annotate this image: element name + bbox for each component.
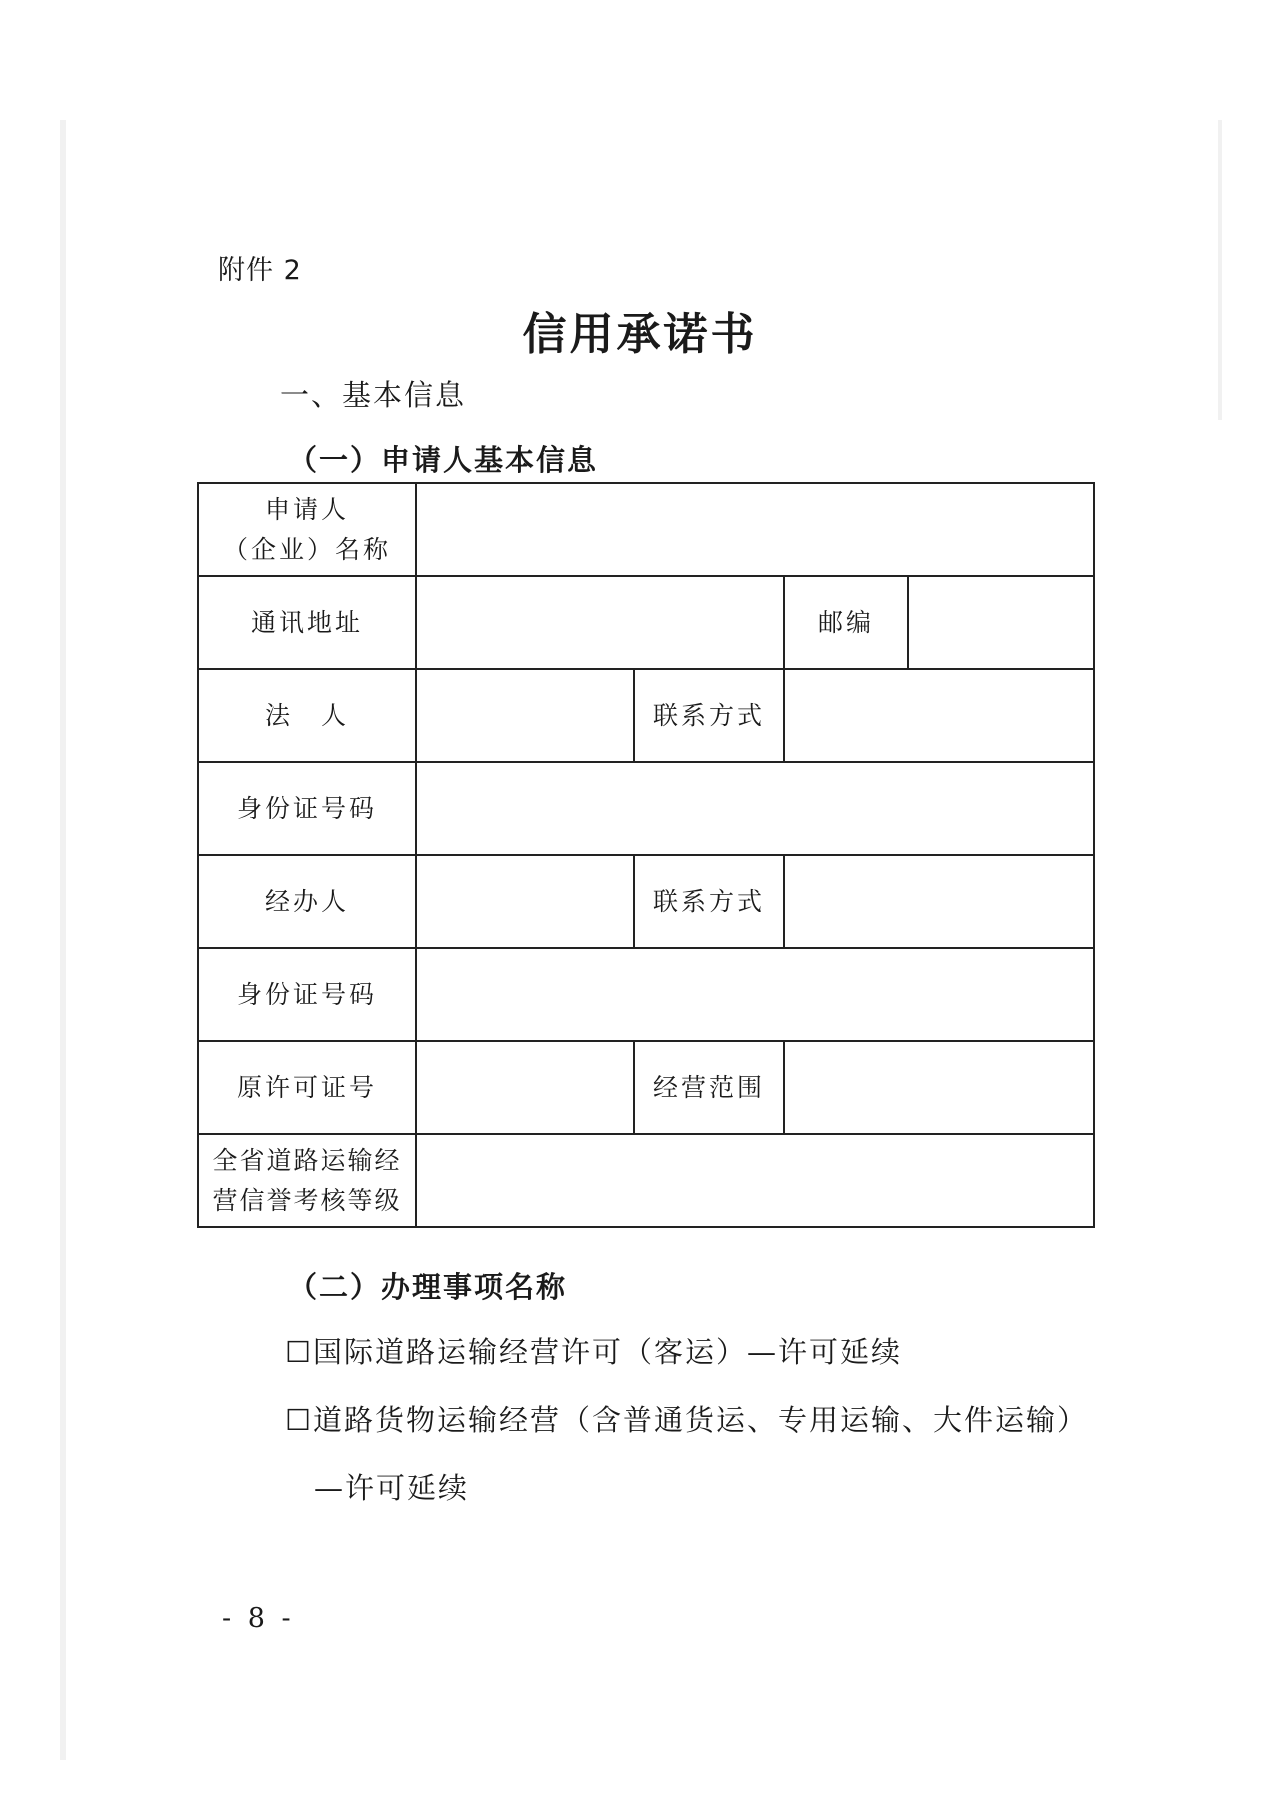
postcode-field[interactable] [908, 576, 1094, 669]
table-row [198, 1134, 1094, 1227]
id-number-field-legal[interactable] [416, 762, 1094, 855]
credit-rating-label [198, 1134, 416, 1227]
handler-field[interactable] [416, 855, 634, 948]
contact-label-handler: 联系方式 [634, 855, 784, 948]
original-license-label: 原许可证号 [198, 1041, 416, 1134]
applicant-name-label-line2: （企业）名称 [222, 534, 391, 564]
contact-field-legal[interactable] [784, 669, 1094, 762]
option-freight-transport[interactable] [285, 1398, 1088, 1439]
table-row [198, 576, 1094, 669]
legal-person-field[interactable] [416, 669, 634, 762]
option-freight-transport-continuation: —许可延续 [314, 1471, 470, 1505]
credit-rating-label-line2: 营信誉考核等级 [212, 1185, 402, 1215]
applicant-name-field[interactable] [416, 483, 1094, 576]
option-international-passenger[interactable] [285, 1330, 902, 1371]
table-row [198, 669, 1094, 762]
section-heading-basic-info: 一、基本信息 [280, 378, 467, 412]
applicant-info-table [197, 482, 1095, 1228]
handler-label: 经办人 [198, 855, 416, 948]
table-row [198, 762, 1094, 855]
address-label: 通讯地址 [198, 576, 416, 669]
table-row [198, 855, 1094, 948]
checkbox[interactable]: ☐ [285, 1335, 313, 1369]
id-number-label-legal: 身份证号码 [198, 762, 416, 855]
contact-label-legal: 联系方式 [634, 669, 784, 762]
original-license-field[interactable] [416, 1041, 634, 1134]
option-label: 国际道路运输经营许可（客运）—许可延续 [313, 1335, 903, 1369]
credit-rating-field[interactable] [416, 1134, 1094, 1227]
business-scope-label: 经营范围 [634, 1041, 784, 1134]
id-number-label-handler: 身份证号码 [198, 948, 416, 1041]
scan-edge-right [1218, 120, 1222, 420]
id-number-field-handler[interactable] [416, 948, 1094, 1041]
business-scope-field[interactable] [784, 1041, 1094, 1134]
page-number: - 8 - [222, 1603, 295, 1634]
option-label: 道路货物运输经营（含普通货运、专用运输、大件运输） [313, 1403, 1089, 1437]
applicant-name-label [198, 483, 416, 576]
document-title: 信用承诺书 [522, 309, 758, 360]
subsection-applicant-info: （一）申请人基本信息 [288, 443, 599, 477]
table-row [198, 948, 1094, 1041]
contact-field-handler[interactable] [784, 855, 1094, 948]
table-row [198, 1041, 1094, 1134]
postcode-label: 邮编 [784, 576, 908, 669]
attachment-label: 附件 2 [218, 255, 302, 286]
checkbox[interactable]: ☐ [285, 1403, 313, 1437]
subsection-matter-name: （二）办理事项名称 [288, 1270, 568, 1304]
legal-person-label: 法 人 [198, 669, 416, 762]
scan-edge-left [60, 120, 66, 1760]
table-row [198, 483, 1094, 576]
applicant-name-label-line1: 申请人 [264, 494, 349, 524]
credit-rating-label-line1: 全省道路运输经 [212, 1145, 402, 1175]
address-field[interactable] [416, 576, 784, 669]
